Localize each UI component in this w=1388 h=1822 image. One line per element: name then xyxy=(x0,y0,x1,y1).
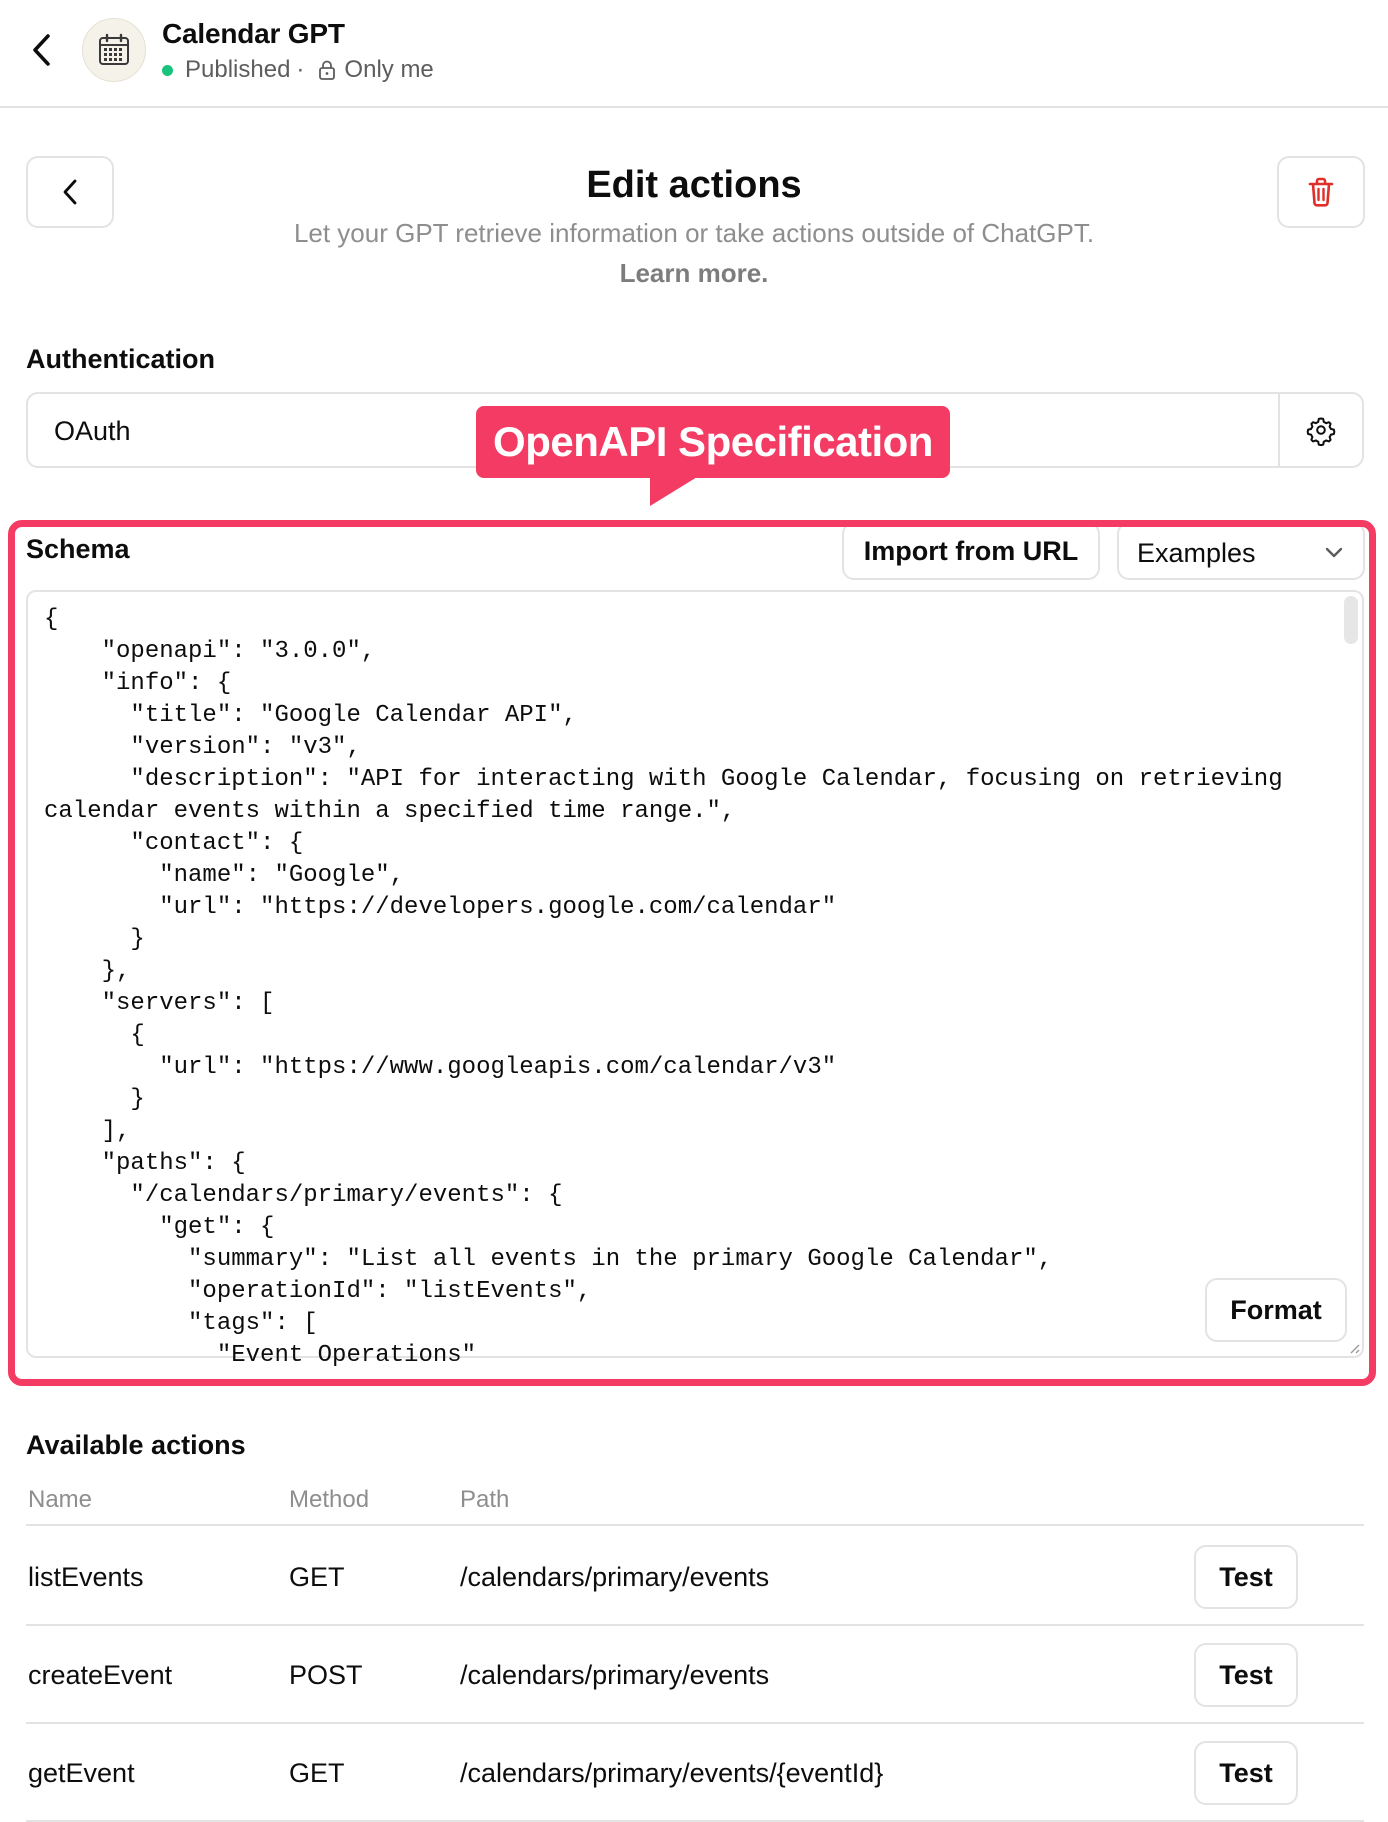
trash-icon xyxy=(1306,176,1336,208)
calendar-icon xyxy=(96,32,132,68)
status-separator: · xyxy=(296,56,305,83)
authentication-value: OAuth xyxy=(54,416,131,446)
column-header-path: Path xyxy=(460,1486,510,1513)
chevron-left-icon xyxy=(29,32,55,68)
action-path: /calendars/primary/events xyxy=(460,1562,770,1592)
chevron-down-icon xyxy=(1323,542,1345,564)
import-from-url-button[interactable]: Import from URL xyxy=(842,522,1100,580)
back-button[interactable] xyxy=(22,28,62,72)
published-status-dot xyxy=(162,65,173,76)
action-method: GET xyxy=(289,1562,345,1592)
test-button[interactable]: Test xyxy=(1194,1741,1298,1805)
gpt-avatar xyxy=(82,18,146,82)
openapi-specification-callout: OpenAPI Specification xyxy=(476,406,950,478)
table-row xyxy=(26,1724,1364,1822)
action-name: getEvent xyxy=(28,1758,135,1788)
learn-more-link[interactable]: Learn more. xyxy=(619,258,769,288)
gpt-name: Calendar GPT xyxy=(162,18,345,49)
status-text: Published xyxy=(185,56,291,83)
authentication-label: Authentication xyxy=(26,344,215,374)
resize-grip-icon[interactable] xyxy=(1346,1340,1360,1354)
action-name: createEvent xyxy=(28,1660,173,1690)
visibility-text: Only me xyxy=(344,56,434,83)
available-actions-label: Available actions xyxy=(26,1430,246,1460)
schema-code[interactable]: { "openapi": "3.0.0", "info": { "title": "Google Calendar API", "version": "v3", "description": "API for interacting with Google Calendar, focusing on retrieving calendar events within a specified time range.", "contact": { "name": "Google", "url": "https://developers.google.com/calendar" } }, "servers": [ { "url": "https://www.googleapis.com/calendar/v3" } ], "paths": { "/calendars/primary/events": { "get": { "summary": "List all events in the primary Google Calendar", "operationId": "listEvents", "tags": [ "Event Operations" xyxy=(44,606,1283,1369)
test-button[interactable]: Test xyxy=(1194,1643,1298,1707)
examples-select-value: Examples xyxy=(1137,538,1256,568)
gpt-status xyxy=(162,56,434,84)
action-path: /calendars/primary/events xyxy=(460,1660,770,1690)
action-method: GET xyxy=(289,1758,345,1788)
table-row xyxy=(26,1626,1364,1724)
examples-select[interactable] xyxy=(1117,522,1365,580)
schema-label: Schema xyxy=(26,534,130,564)
actions-table-header xyxy=(26,1486,1364,1526)
top-bar xyxy=(0,0,1388,108)
lock-icon xyxy=(316,59,338,81)
column-header-method: Method xyxy=(289,1486,370,1513)
page-title: Edit actions xyxy=(586,164,802,206)
callout-pointer xyxy=(650,474,702,506)
format-button[interactable]: Format xyxy=(1205,1278,1347,1342)
action-name: listEvents xyxy=(28,1562,144,1592)
delete-action-button[interactable] xyxy=(1277,156,1365,228)
test-button[interactable]: Test xyxy=(1194,1545,1298,1609)
authentication-settings-button[interactable] xyxy=(1278,394,1362,466)
table-row xyxy=(26,1528,1364,1626)
gear-icon xyxy=(1307,416,1335,444)
action-method: POST xyxy=(289,1660,363,1690)
action-path: /calendars/primary/events/{eventId} xyxy=(460,1758,884,1788)
schema-editor[interactable] xyxy=(26,590,1364,1369)
column-header-name: Name xyxy=(28,1486,93,1513)
page-description: Let your GPT retrieve information or take actions outside of ChatGPT. xyxy=(293,218,1095,248)
schema-scrollbar[interactable] xyxy=(1344,596,1358,644)
